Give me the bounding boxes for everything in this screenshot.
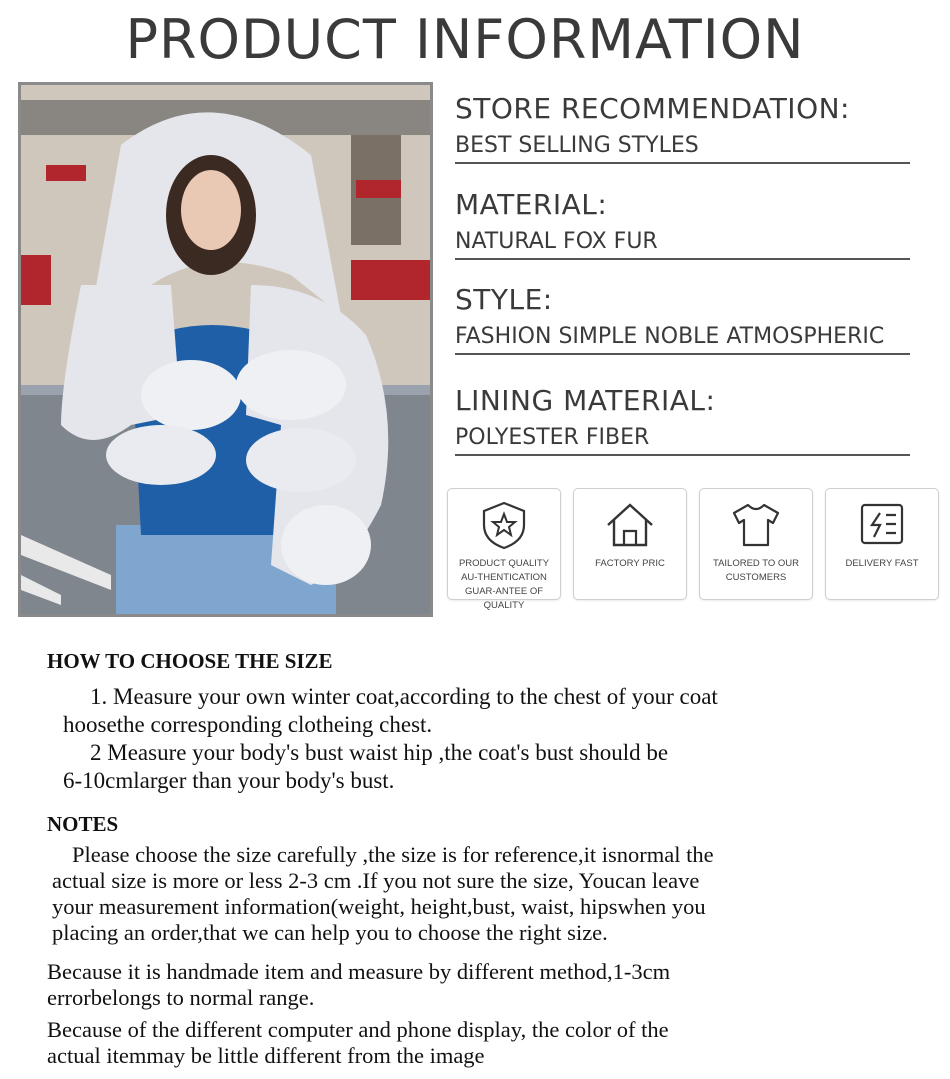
notes-para-1-line-2: actual size is more or less 2-3 cm .If you not sure the size, Youcan leave <box>52 868 700 893</box>
notes-heading: NOTES <box>47 812 119 836</box>
spec-label: MATERIAL: <box>455 188 608 221</box>
spec-material <box>455 188 910 260</box>
spec-value: FASHION SIMPLE NOBLE ATMOSPHERIC <box>455 324 910 355</box>
tshirt-icon <box>730 499 782 551</box>
feature-text: FACTORY PRIC <box>595 558 665 569</box>
spec-label: STYLE: <box>455 283 553 316</box>
shield-star-icon <box>478 499 530 551</box>
notes-para-1-line-3: your measurement information(weight, height,bust, waist, hipswhen you <box>52 894 706 919</box>
size-guide-heading: HOW TO CHOOSE THE SIZE <box>47 649 333 673</box>
feature-card-factory-price <box>573 488 687 600</box>
notes-para-3-line-2: actual itemmay be little different from the image <box>47 1043 485 1068</box>
size-step-1-line-1: 1. Measure your own winter coat,according to the chest of your coat <box>90 684 718 709</box>
spec-value: NATURAL FOX FUR <box>455 229 910 260</box>
notes-para-3-line-1: Because of the different computer and phone display, the color of the <box>47 1017 669 1042</box>
model-in-fur-coat-image <box>21 85 430 614</box>
spec-value: BEST SELLING STYLES <box>455 133 910 164</box>
notes-para-2-line-2: errorbelongs to normal range. <box>47 985 315 1010</box>
feature-text: TAILORED TO OUR CUSTOMERS <box>712 558 800 583</box>
fast-delivery-icon <box>856 499 908 551</box>
spec-lining-material <box>455 384 910 456</box>
notes-para-1-line-1: Please choose the size carefully ,the size is for reference,it isnormal the <box>72 842 714 867</box>
page-title: PRODUCT INFORMATION <box>125 8 805 71</box>
size-step-2-line-2: 6-10cmlarger than your body's bust. <box>63 768 395 793</box>
spec-style <box>455 283 910 355</box>
feature-card-delivery <box>825 488 939 600</box>
spec-label: LINING MATERIAL: <box>455 384 716 417</box>
notes-para-2-line-1: Because it is handmade item and measure by different method,1-3cm <box>47 959 671 984</box>
size-step-2-line-1: 2 Measure your body's bust waist hip ,the coat's bust should be <box>90 740 669 765</box>
product-photo <box>18 82 433 617</box>
spec-label: STORE RECOMMENDATION: <box>455 92 850 125</box>
feature-card-quality <box>447 488 561 611</box>
spec-value: POLYESTER FIBER <box>455 425 910 456</box>
feature-text: DELIVERY FAST <box>845 558 919 569</box>
notes-para-1-line-4: placing an order,that we can help you to choose the right size. <box>52 920 608 945</box>
house-icon <box>604 499 656 551</box>
size-step-1-line-2: hoosethe corresponding clotheing chest. <box>63 712 433 737</box>
feature-text: PRODUCT QUALITY AU-THENTICATION GUAR-ANTEE OF QUALITY <box>458 558 550 611</box>
spec-store-recommendation <box>455 92 910 164</box>
feature-card-tailored <box>699 488 813 600</box>
